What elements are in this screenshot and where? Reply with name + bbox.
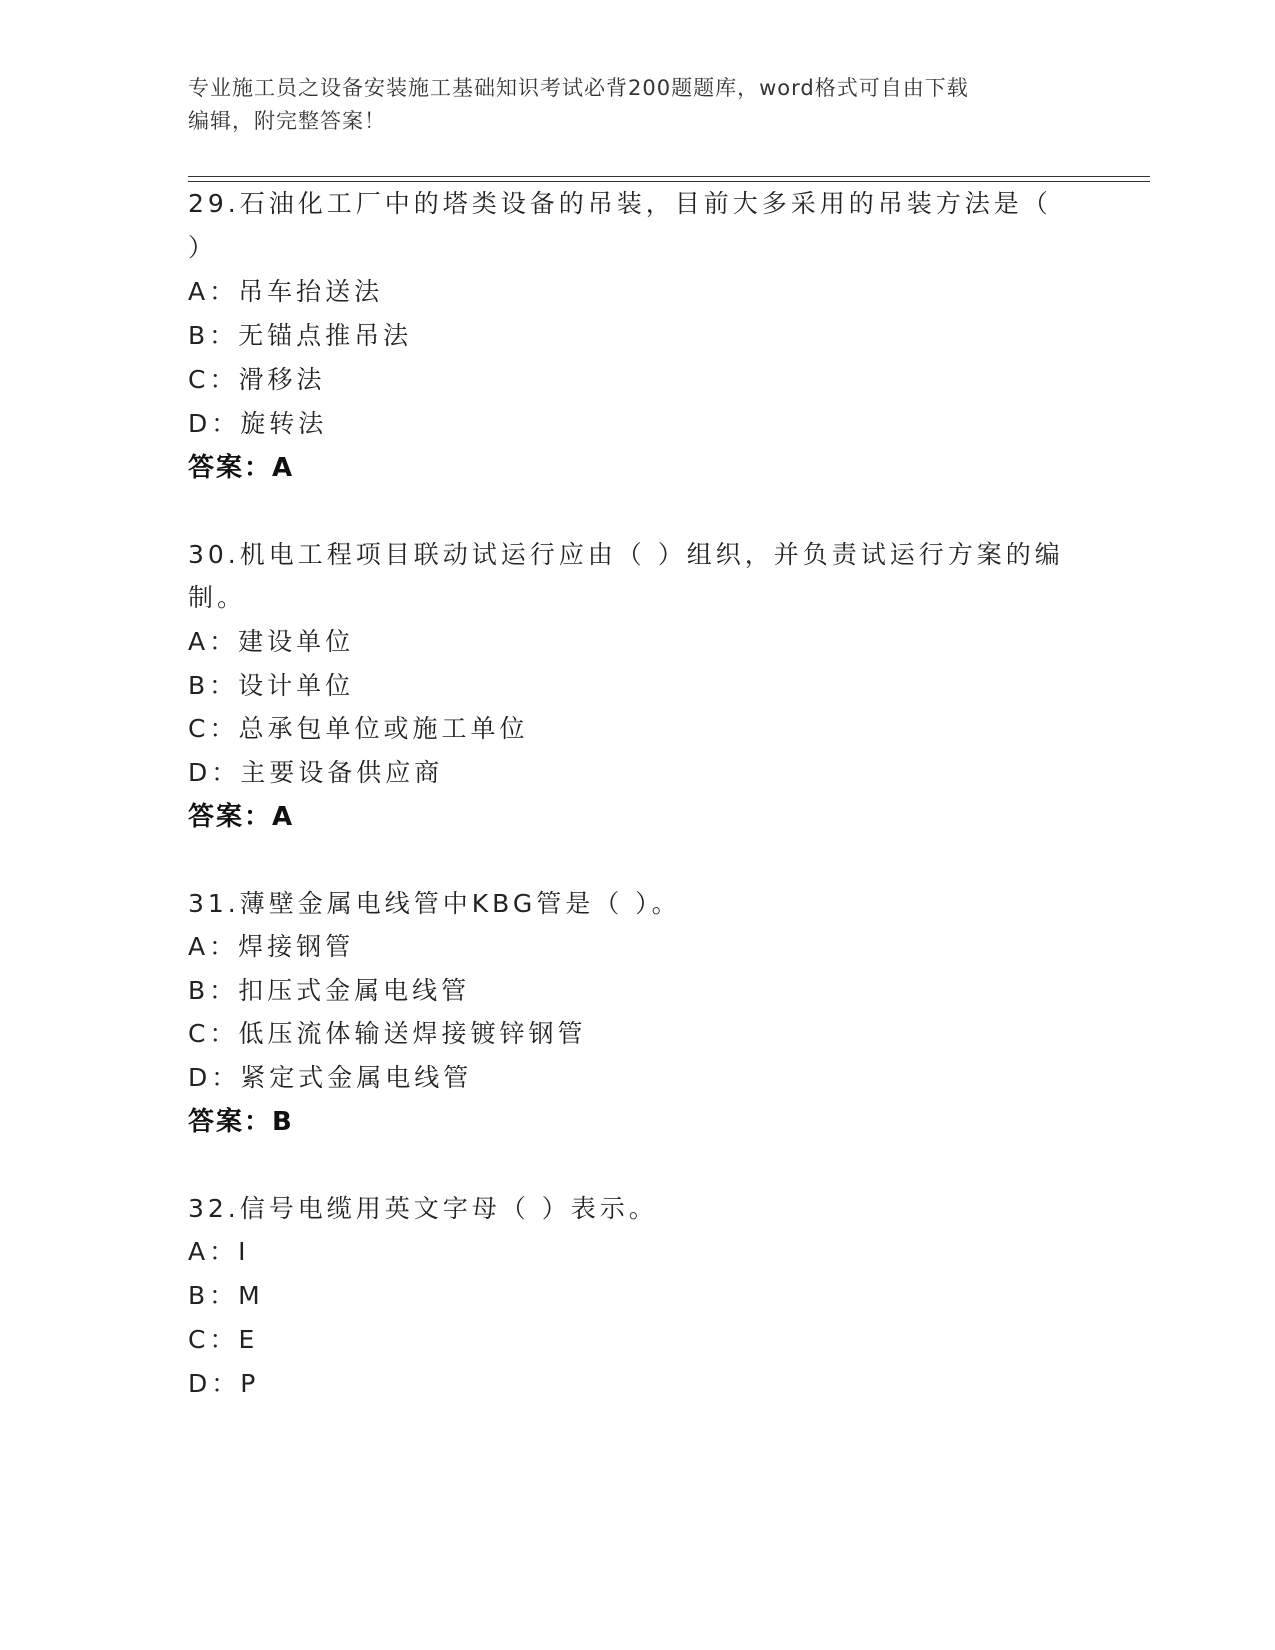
header-line-2: 编辑，附完整答案！: [188, 109, 386, 133]
question-32-option-c: C：E: [188, 1325, 259, 1354]
question-31-option-a: A：焊接钢管: [188, 932, 355, 961]
question-29-option-a: A：吊车抬送法: [188, 277, 384, 306]
question-29-answer: 答案：A: [188, 453, 295, 483]
question-31-option-c: C：低压流体输送焊接镀锌钢管: [188, 1019, 587, 1048]
document-header: [188, 72, 1088, 138]
question-31-option-b: B：扣压式金属电线管: [188, 976, 471, 1005]
question-30-stem-line-2: 制。: [188, 583, 247, 612]
question-30-option-d: D：主要设备供应商: [188, 758, 444, 787]
question-31-answer: 答案：B: [188, 1107, 294, 1137]
question-29-option-b: B：无锚点推吊法: [188, 321, 413, 350]
question-32-option-b: B：M: [188, 1281, 264, 1310]
question-29-stem-line-1: 29.石油化工厂中的塔类设备的吊装，目前大多采用的吊装方法是（: [188, 189, 1052, 218]
header-divider-bottom: [188, 181, 1150, 182]
question-30-option-b: B：设计单位: [188, 671, 355, 700]
question-30-option-a: A：建设单位: [188, 627, 355, 656]
question-32-stem: 32.信号电缆用英文字母（ ）表示。: [188, 1194, 658, 1223]
question-30-answer: 答案：A: [188, 802, 295, 832]
question-29-option-d: D：旋转法: [188, 409, 328, 438]
question-31-stem: 31.薄壁金属电线管中KBG管是（ ）。: [188, 889, 681, 918]
header-line-1: 专业施工员之设备安装施工基础知识考试必背200题题库，word格式可自由下载: [188, 76, 969, 100]
question-30-stem-line-1: 30.机电工程项目联动试运行应由（ ）组织，并负责试运行方案的编: [188, 540, 1064, 569]
question-31-option-d: D：紧定式金属电线管: [188, 1063, 473, 1092]
question-29-option-c: C：滑移法: [188, 365, 326, 394]
header-divider-top: [188, 176, 1150, 177]
question-29-stem-line-2: ）: [188, 233, 218, 262]
question-30-option-c: C：总承包单位或施工单位: [188, 714, 529, 743]
question-32-option-a: A：I: [188, 1237, 250, 1266]
question-32-option-d: D：P: [188, 1369, 260, 1398]
